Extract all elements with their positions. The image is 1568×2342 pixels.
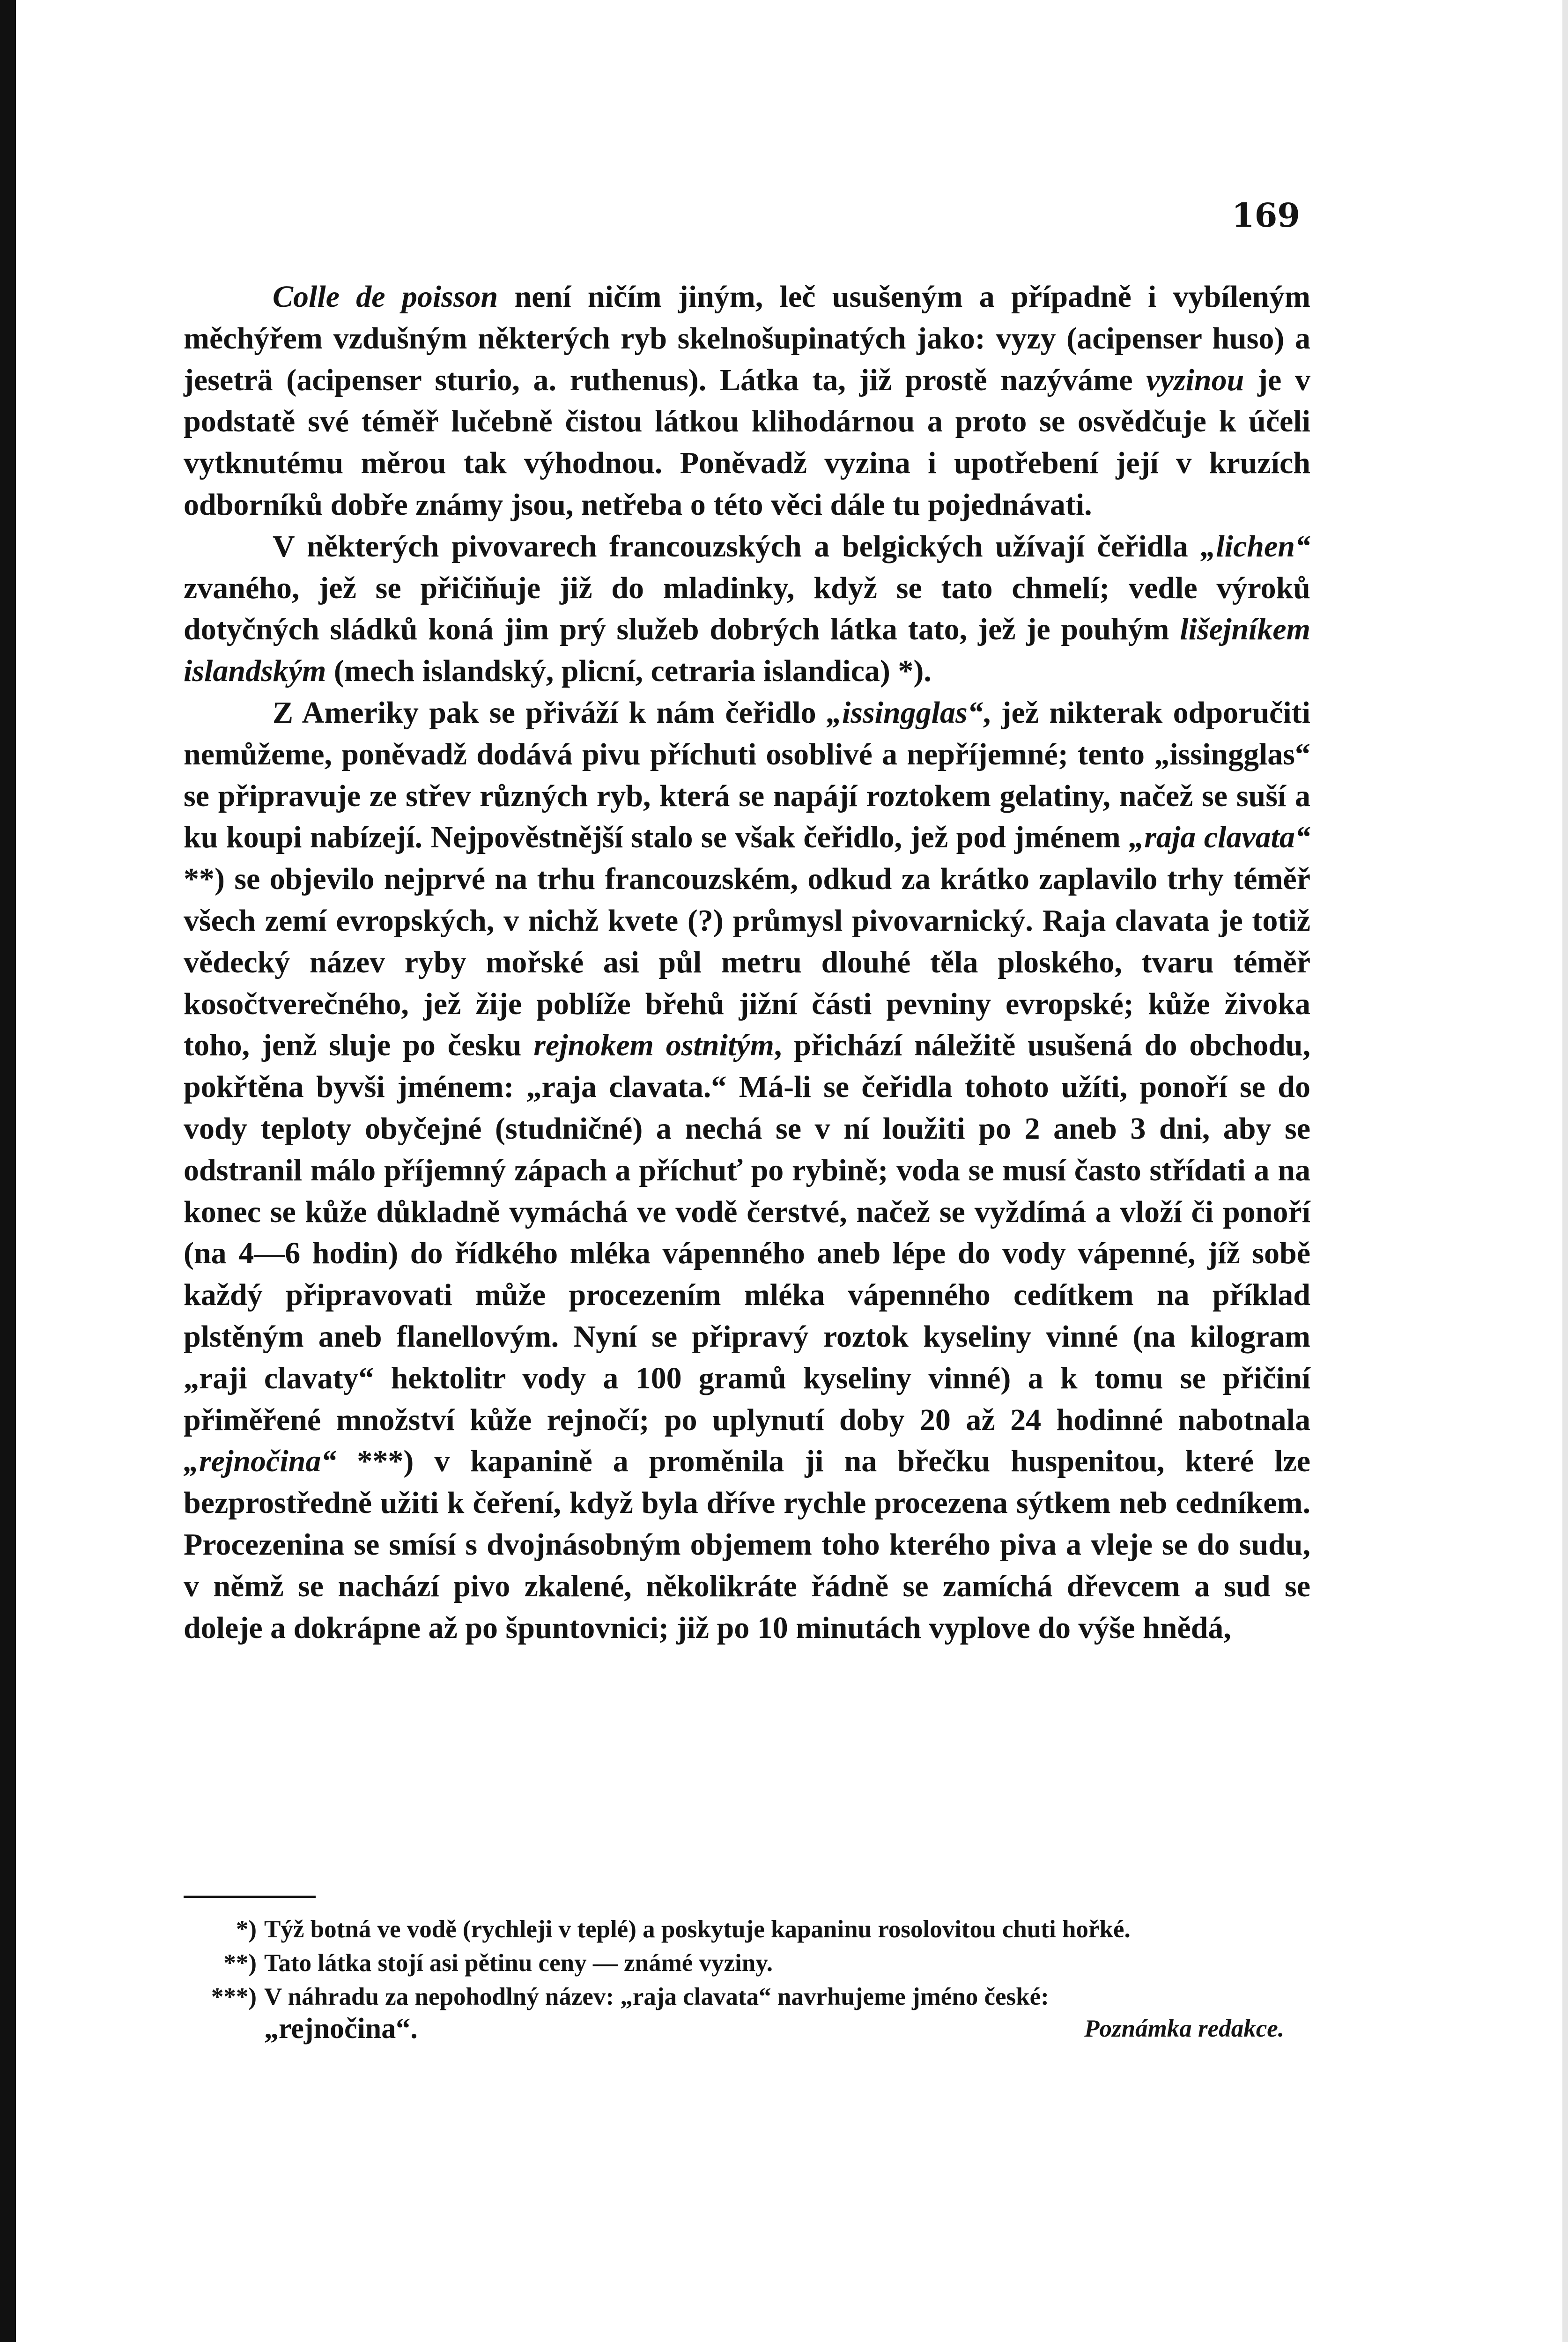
footnote-divider bbox=[184, 1896, 316, 1898]
paragraph bbox=[184, 276, 1310, 526]
text-segment-italic: vyzinou bbox=[1146, 363, 1244, 397]
footnote-term: „rejnočina“. bbox=[264, 2013, 418, 2045]
paragraph bbox=[184, 526, 1310, 692]
text-segment: , jež nikterak odporučiti nemůžeme, poněvadž dodává pivu příchuti osoblivé a nepříjemné; tento „issingglas“ se připravuje ze střev různých ryb, která se napájí roztokem gelatiny, načež se suší a ku koupi nabízejí. Nejpověstnější stalo se však čeřidlo, jež pod jménem bbox=[184, 695, 1310, 855]
paragraph bbox=[184, 692, 1310, 1649]
text-segment-italic: „lichen“ bbox=[1200, 529, 1310, 563]
footnote-marker: ***) bbox=[211, 1983, 257, 2010]
page-number: 169 bbox=[1231, 196, 1300, 235]
text-segment: zvaného, jež se přičiňuje již do mladinky, když se tato chmelí; vedle výroků dotyčných sládků koná jim prý služeb dobrých látka tato, jež je pouhým bbox=[184, 571, 1310, 647]
text-segment: V některých pivovarech francouzských a belgických užívají čeřidla bbox=[273, 529, 1201, 563]
footnote bbox=[184, 1947, 1284, 1979]
footnotes bbox=[184, 1913, 1284, 2048]
footnote bbox=[184, 1981, 1284, 2046]
text-segment-italic: rejnokem ostnitým bbox=[533, 1028, 774, 1063]
text-segment: , přichází náležitě usušená do obchodu, pokřtěna byvši jménem: „raja clavata.“ Má-li se čeřidla tohoto užíti, ponoří se do vody teploty obyčejné (studničné) a nechá se v ní loužiti po 2 aneb 3 dni, aby se odstranil málo příjemný zápach a příchuť po rybině; voda se musí často střídati a na konec se kůže důkladně vymáchá ve vodě čerstvé, načež se vyždímá a vloží či ponoří (na 4—6 hodin) do řídkého mléka vápenného aneb lépe do vody vápenné, jíž sobě každý připravovati může procezením mléka vápenného cedítkem na příklad plstěným aneb flanellovým. Nyní se připravý roztok kyseliny vinné (na kilogram „raji clavaty“ hektolitr vody a 100 gramů kyseliny vinné) a k tomu se přičiní přiměřené množství kůže rejnočí; po uplynutí doby 20 až 24 hodinné nabotnala bbox=[184, 1028, 1310, 1437]
footnote-text: Tato látka stojí asi pětinu ceny — známé vyziny. bbox=[264, 1949, 773, 1977]
footnote-marker: *) bbox=[236, 1916, 257, 1943]
editor-signature: Poznámka redakce. bbox=[1084, 2015, 1284, 2042]
text-segment: je v podstatě své téměř lučebně čistou látkou klihodárnou a proto se osvědčuje k účeli vytknutému měrou tak výhodnou. Poněvadž vyzina i upotřebení její v kruzích odborníků dobře známy jsou, netřeba o této věci dále tu pojednávati. bbox=[184, 363, 1310, 522]
text-segment: **) se objevilo nejprvé na trhu francouzském, odkud za krátko zaplavilo trhy téměř všech zemí evropských, v nichž kvete (?) průmysl pivovarnický. Raja clavata je totiž vědecký název ryby mořské asi půl metru dlouhé těla ploského, tvaru téměř kosočtverečného, jež žije poblíže břehů jižní části pevniny evropské; kůže živoka toho, jenž sluje po česku bbox=[184, 862, 1310, 1063]
text-segment-italic: „issingglas“ bbox=[826, 695, 983, 730]
scan-edge bbox=[1562, 0, 1568, 2342]
text-segment: (mech islandský, plicní, cetraria islandica) *). bbox=[326, 654, 932, 689]
text-segment-italic: „raja clavata“ bbox=[1129, 820, 1310, 855]
text-segment: ***) v kapanině a proměnila ji na břečku huspenitou, které lze bezprostředně užiti k čeření, když byla dříve rychle procezena sýtkem neb cedníkem. Procezenina se smísí s dvojnásobným objemem toho kterého piva a vleje se do sudu, v němž se nachází pivo zkalené, několikráte řádně se zamíchá dřevcem a sud se doleje a dokrápne až po špuntovnici; již po 10 minutách vyplove do výše hnědá, bbox=[184, 1444, 1310, 1645]
text-segment-italic: lišejníkem islandským bbox=[184, 612, 1310, 689]
text-segment: není ničím jiným, leč usušeným a případně i vybíleným měchýřem vzdušným některých ryb skelnošupinatých jako: vyzy (acipenser huso) a jeseträ (acipenser sturio, a. ruthenus). Látka ta, již prostě nazýváme bbox=[184, 280, 1311, 397]
footnote-marker: **) bbox=[223, 1949, 257, 1977]
text-segment-italic: Colle de poisson bbox=[273, 280, 498, 314]
footnote bbox=[184, 1913, 1284, 1945]
text-segment: Z Ameriky pak se přiváží k nám čeřidlo bbox=[273, 695, 827, 730]
text-segment-italic: „rejnočina“ bbox=[184, 1444, 337, 1479]
footnote-text: V náhradu za nepohodlný název: „raja clavata“ navrhujeme jméno české: bbox=[264, 1983, 1049, 2010]
body-text bbox=[184, 276, 1310, 1649]
footnote-text: Týž botná ve vodě (rychleji v teplé) a poskytuje kapaninu rosolovitou chuti hořké. bbox=[264, 1916, 1131, 1943]
